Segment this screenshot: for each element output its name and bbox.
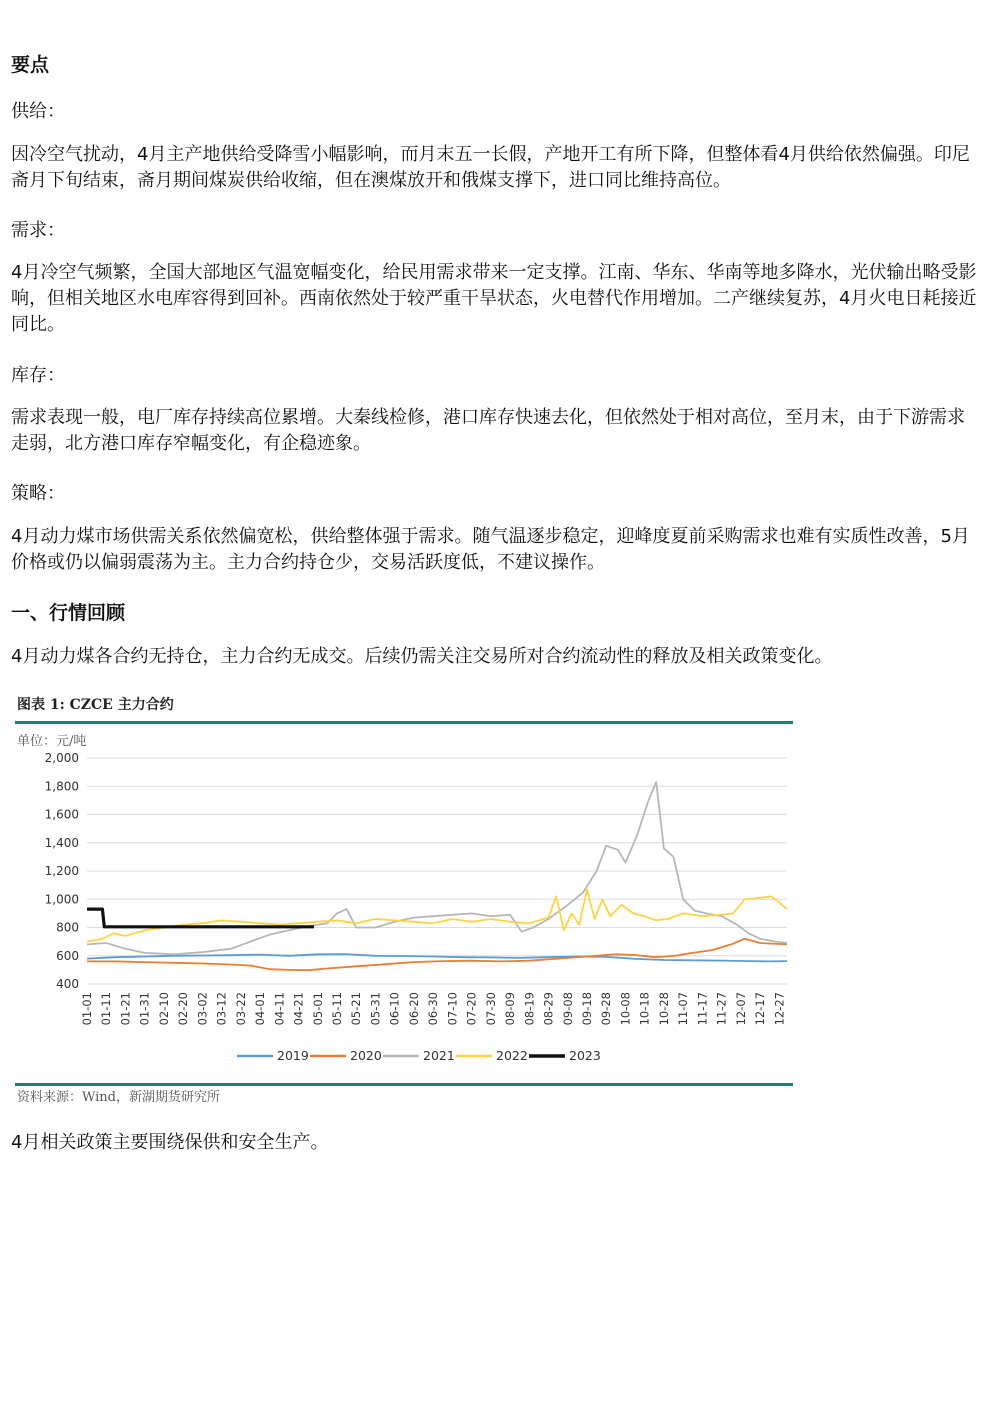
figure-unit: 单位：元/吨	[17, 734, 87, 749]
y-tick-label: 800	[56, 920, 79, 935]
x-tick-label: 01-11	[99, 992, 114, 1026]
review-paragraph: 4月动力煤各合约无持仓，主力合约无成交。后续仍需关注交易所对合约流动性的释放及相关政策变化。	[11, 646, 833, 667]
x-tick-label: 11-07	[676, 992, 691, 1026]
legend-label-2023: 2023	[569, 1048, 601, 1063]
supply-label: 供给：	[11, 101, 65, 122]
legend-label-2020: 2020	[350, 1048, 382, 1063]
x-tick-label: 01-01	[80, 992, 94, 1026]
x-tick-label: 12-17	[753, 992, 768, 1026]
x-tick-label: 06-10	[387, 992, 402, 1026]
x-tick-label: 09-08	[560, 992, 575, 1026]
x-tick-label: 06-30	[426, 992, 441, 1026]
x-tick-label: 05-31	[368, 992, 383, 1026]
inventory-paragraph: 需求表现一般，电厂库存持续高位累增。大秦线检修，港口库存快速去化，但依然处于相对高位，至月末，由于下游需求走弱，北方港口库存窄幅变化，有企稳迹象。	[11, 407, 965, 454]
y-tick-label: 1,400	[44, 835, 79, 850]
x-tick-label: 08-19	[522, 992, 537, 1026]
demand-paragraph: 4月冷空气频繁，全国大部地区气温宽幅变化，给民用需求带来一定支撑。江南、华东、华南等地多降水，光伏输出略受影响，但相关地区水电库容得到回补。西南依然处于较严重干旱状态，火电替代作用增加。二产继续复苏，4月火电日耗接近同比。	[11, 262, 977, 335]
strategy-label: 策略：	[11, 483, 65, 504]
x-tick-label: 04-01	[253, 992, 268, 1026]
legend-label-2021: 2021	[423, 1048, 455, 1063]
x-tick-label: 10-28	[656, 992, 671, 1026]
x-tick-label: 04-21	[291, 992, 306, 1026]
x-tick-label: 02-20	[176, 992, 191, 1026]
y-tick-label: 2,000	[44, 751, 79, 765]
strategy-paragraph: 4月动力煤市场供需关系依然偏宽松，供给整体强于需求。随气温逐步稳定，迎峰度夏前采购需求也难有实质性改善，5月价格或仍以偏弱震荡为主。主力合约持仓少，交易活跃度低，不建议操作。	[11, 526, 970, 573]
chart-figure	[15, 688, 805, 1108]
x-tick-label: 03-22	[233, 992, 248, 1026]
y-tick-label: 600	[56, 948, 79, 963]
x-tick-label: 10-08	[618, 992, 633, 1026]
figure-top-rule	[15, 721, 793, 724]
y-tick-label: 1,200	[44, 864, 79, 878]
x-tick-label: 01-31	[137, 992, 152, 1026]
y-tick-label: 1,800	[44, 779, 79, 794]
x-tick-label: 10-18	[637, 992, 652, 1026]
x-tick-label: 11-27	[714, 992, 729, 1026]
x-tick-label: 03-12	[214, 992, 229, 1026]
x-tick-label: 07-10	[445, 992, 460, 1026]
review-heading: 一、行情回顾	[11, 602, 126, 624]
x-tick-label: 06-20	[406, 992, 421, 1026]
coal-futures-line-chart	[15, 740, 793, 1080]
legend-label-2022: 2022	[496, 1048, 528, 1063]
supply-paragraph: 因冷空气扰动，4月主产地供给受降雪小幅影响，而月末五一长假，产地开工有所下降，但整体看4月供给依然偏强。印尼斋月下旬结束，斋月期间煤炭供给收缩，但在澳煤放开和俄煤支撑下，进口同比维持高位。	[11, 144, 970, 191]
x-tick-label: 03-02	[195, 992, 210, 1026]
x-tick-label: 08-09	[503, 992, 518, 1026]
x-tick-label: 12-27	[772, 992, 787, 1026]
demand-label: 需求：	[11, 220, 65, 241]
x-tick-label: 02-10	[156, 992, 171, 1026]
x-tick-label: 05-11	[330, 992, 344, 1026]
y-tick-label: 400	[56, 977, 79, 991]
inventory-label: 库存：	[11, 365, 65, 386]
figure-source: 资料来源：Wind，新湖期货研究所	[17, 1090, 220, 1105]
key-points-heading: 要点	[11, 54, 50, 76]
x-tick-label: 05-21	[349, 992, 364, 1026]
x-tick-label: 12-07	[733, 992, 748, 1026]
legend-label-2019: 2019	[277, 1048, 309, 1063]
x-tick-label: 07-20	[464, 992, 479, 1026]
x-tick-label: 01-21	[118, 992, 133, 1026]
series-line-2020	[87, 939, 787, 970]
x-tick-label: 08-29	[541, 992, 556, 1026]
x-tick-label: 05-01	[310, 992, 325, 1026]
x-tick-label: 11-17	[695, 992, 710, 1026]
y-tick-label: 1,000	[44, 892, 79, 907]
policy-paragraph: 4月相关政策主要围绕保供和安全生产。	[11, 1132, 329, 1153]
series-line-2021	[87, 782, 787, 954]
y-tick-label: 1,600	[44, 807, 79, 822]
x-tick-label: 04-11	[272, 992, 287, 1026]
x-tick-label: 07-30	[483, 992, 498, 1026]
x-tick-label: 09-28	[599, 992, 614, 1026]
figure-title: 图表 1: CZCE 主力合约	[17, 697, 174, 713]
x-tick-label: 09-18	[580, 992, 594, 1026]
